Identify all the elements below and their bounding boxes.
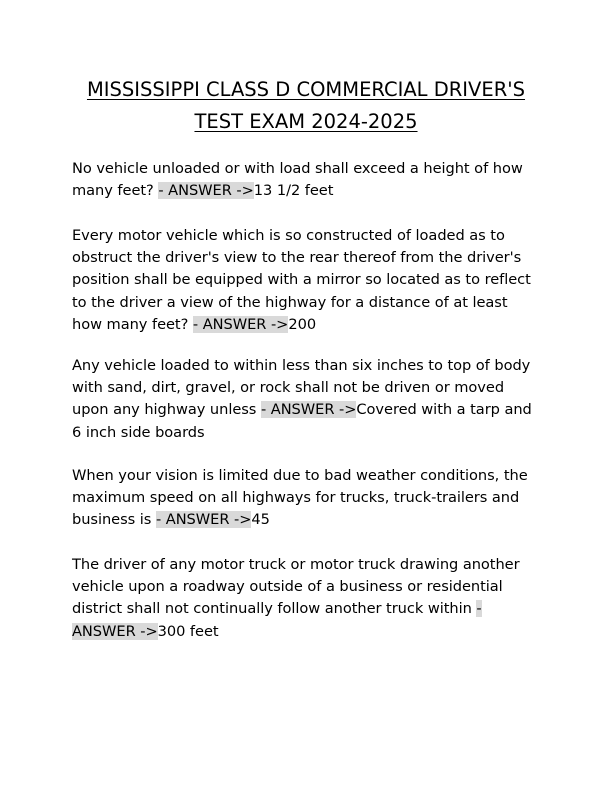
document-title (0, 74, 612, 138)
answer-marker: - ANSWER -> (260, 401, 357, 419)
question-text: When your vision is limited due to bad weather conditions, the maximum speed on all highways for trucks, truck-trailers and business is (72, 467, 528, 529)
qa-item-4 (72, 465, 542, 532)
answer-marker: - ANSWER -> (158, 182, 254, 200)
answer-marker: - ANSWER -> (155, 511, 252, 529)
qa-item-2 (72, 225, 542, 336)
answer-text: 300 feet (157, 622, 219, 640)
answer-marker: - ANSWER -> (192, 315, 289, 333)
question-text: No vehicle unloaded or with load shall exceed a height of how many feet? (72, 160, 523, 200)
title-line-1: MISSISSIPPI CLASS D COMMERCIAL DRIVER'S (86, 78, 526, 101)
answer-text: 13 1/2 feet (253, 182, 334, 200)
answer-text: 45 (251, 511, 270, 529)
question-text: Any vehicle loaded to within less than six inches to top of body with sand, dirt, gravel, or rock shall not be driven or moved upon any highway unless (72, 357, 531, 419)
question-text: The driver of any motor truck or motor truck drawing another vehicle upon a roadway outside of a business or residential district shall not continually follow another truck within (72, 556, 520, 618)
qa-item-5 (72, 554, 542, 643)
question-text: Every motor vehicle which is so constructed of loaded as to obstruct the driver's view to the rear thereof from the driver's position shall be equipped with a mirror so located as to reflect to the driver a view of the highway for a distance of at least how many feet? (72, 227, 531, 333)
answer-text: Covered with a tarp and 6 inch side boards (72, 401, 532, 441)
answer-marker: - ANSWER -> (72, 600, 482, 640)
qa-item-3 (72, 355, 542, 444)
title-line-2: TEST EXAM 2024-2025 (194, 110, 418, 133)
qa-item-1 (72, 158, 542, 202)
answer-text: 200 (288, 315, 317, 333)
